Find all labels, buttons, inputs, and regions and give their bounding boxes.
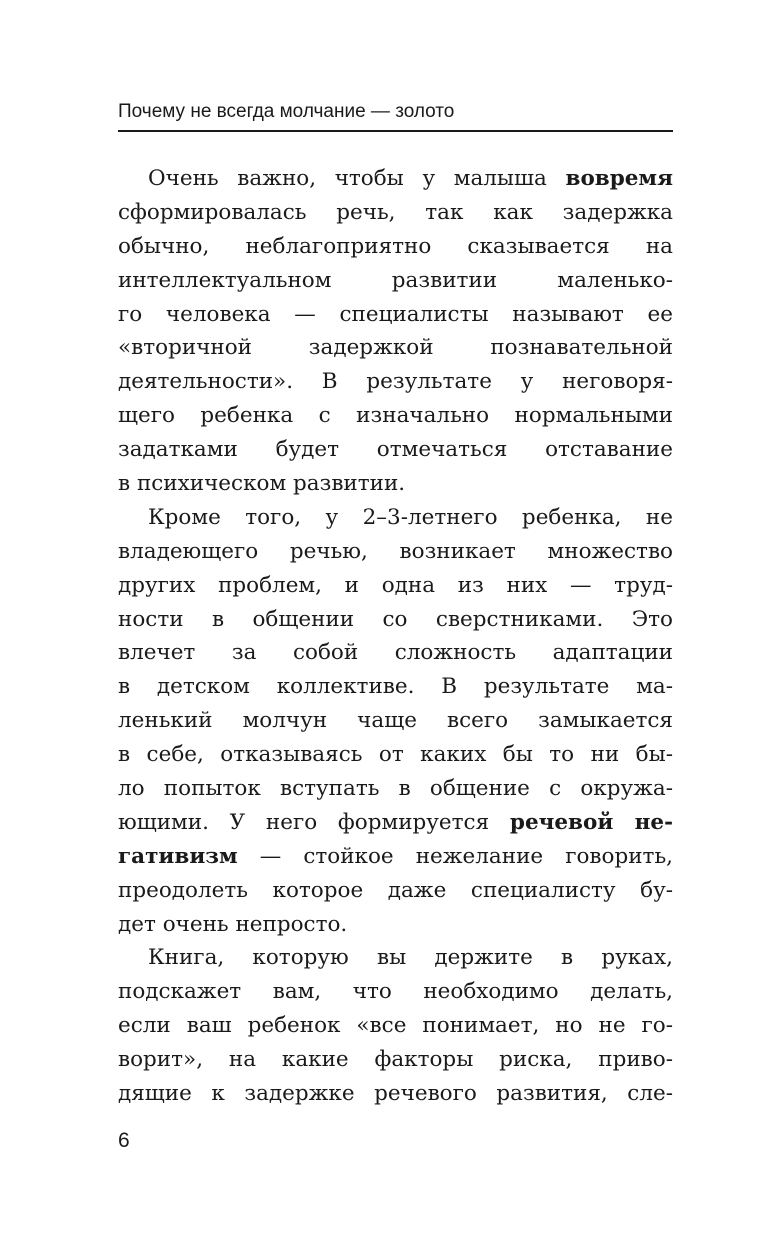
text-run: в психическом развитии.	[118, 471, 406, 497]
text-run: — стойкое нежелание говорить,	[237, 843, 673, 869]
text-line	[118, 806, 673, 840]
text-run: если ваш ребенок «все понимает, но не го-	[118, 1013, 673, 1039]
body-text	[118, 162, 673, 1111]
bold-term: вовремя	[565, 166, 673, 191]
text-line	[118, 569, 673, 603]
text-line	[118, 196, 673, 230]
text-line	[118, 501, 673, 535]
text-run: дет очень непросто.	[118, 911, 348, 937]
text-line	[118, 162, 673, 196]
text-run: преодолеть которое даже специалисту бу-	[118, 877, 673, 903]
page-number: 6	[118, 1129, 130, 1152]
text-run: других проблем, и одна из них — труд-	[118, 572, 673, 598]
text-run: Очень важно, чтобы у малыша	[148, 166, 566, 191]
text-line	[118, 331, 673, 365]
text-run: дящие к задержке речевого развития, сле-	[118, 1081, 673, 1107]
bold-term: речевой не-	[509, 809, 673, 835]
text-line	[118, 738, 673, 772]
text-run: деятельности». В результате у неговоря-	[118, 369, 673, 395]
text-line	[118, 670, 673, 704]
text-run: интеллектуальном развитии маленько-	[118, 267, 673, 293]
text-run: обычно, неблагоприятно сказывается на	[118, 233, 673, 259]
text-line	[118, 603, 673, 637]
running-head: Почему не всегда молчание — золото	[118, 101, 455, 122]
text-run: ло попыток вступать в общение с окружа-	[118, 776, 673, 802]
text-line	[118, 636, 673, 670]
text-run: Книга, которую вы держите в руках,	[148, 945, 673, 971]
text-run: влечет за собой сложность адаптации	[118, 640, 673, 666]
text-run: ности в общении со сверстниками. Это	[118, 606, 673, 632]
text-run: задатками будет отмечаться отставание	[118, 437, 673, 463]
text-line	[118, 941, 673, 975]
text-line	[118, 365, 673, 399]
text-line	[118, 840, 673, 874]
text-run: ворит», на какие факторы риска, приво-	[118, 1047, 673, 1073]
text-run: владеющего речью, возникает множество	[118, 538, 673, 564]
text-run: в себе, отказываясь от каких бы то ни бы-	[118, 742, 673, 768]
text-run: в детском коллективе. В результате ма-	[118, 674, 673, 700]
text-line	[118, 975, 673, 1009]
text-line	[118, 1077, 673, 1111]
text-line	[118, 1009, 673, 1043]
text-line	[118, 704, 673, 738]
text-line	[118, 467, 673, 501]
text-line	[118, 230, 673, 264]
text-run: ющими. У него формируется	[118, 809, 510, 835]
text-line	[118, 772, 673, 806]
text-line	[118, 535, 673, 569]
text-line	[118, 298, 673, 332]
text-line	[118, 874, 673, 908]
bold-term: гативизм	[118, 843, 238, 869]
text-run: ленький молчун чаще всего замыкается	[118, 708, 673, 734]
text-line	[118, 1043, 673, 1077]
text-line	[118, 908, 673, 942]
text-line	[118, 433, 673, 467]
text-run: Кроме того, у 2–3-летнего ребенка, не	[148, 504, 673, 530]
text-run: щего ребенка с изначально нормальными	[118, 403, 673, 429]
text-line	[118, 264, 673, 298]
text-run: го человека — специалисты называют ее	[118, 301, 673, 327]
text-line	[118, 399, 673, 433]
text-run: «вторичной задержкой познавательной	[118, 335, 673, 361]
header-rule	[118, 130, 673, 132]
text-run: подскажет вам, что необходимо делать,	[118, 979, 673, 1005]
text-run: сформировалась речь, так как задержка	[118, 199, 673, 225]
